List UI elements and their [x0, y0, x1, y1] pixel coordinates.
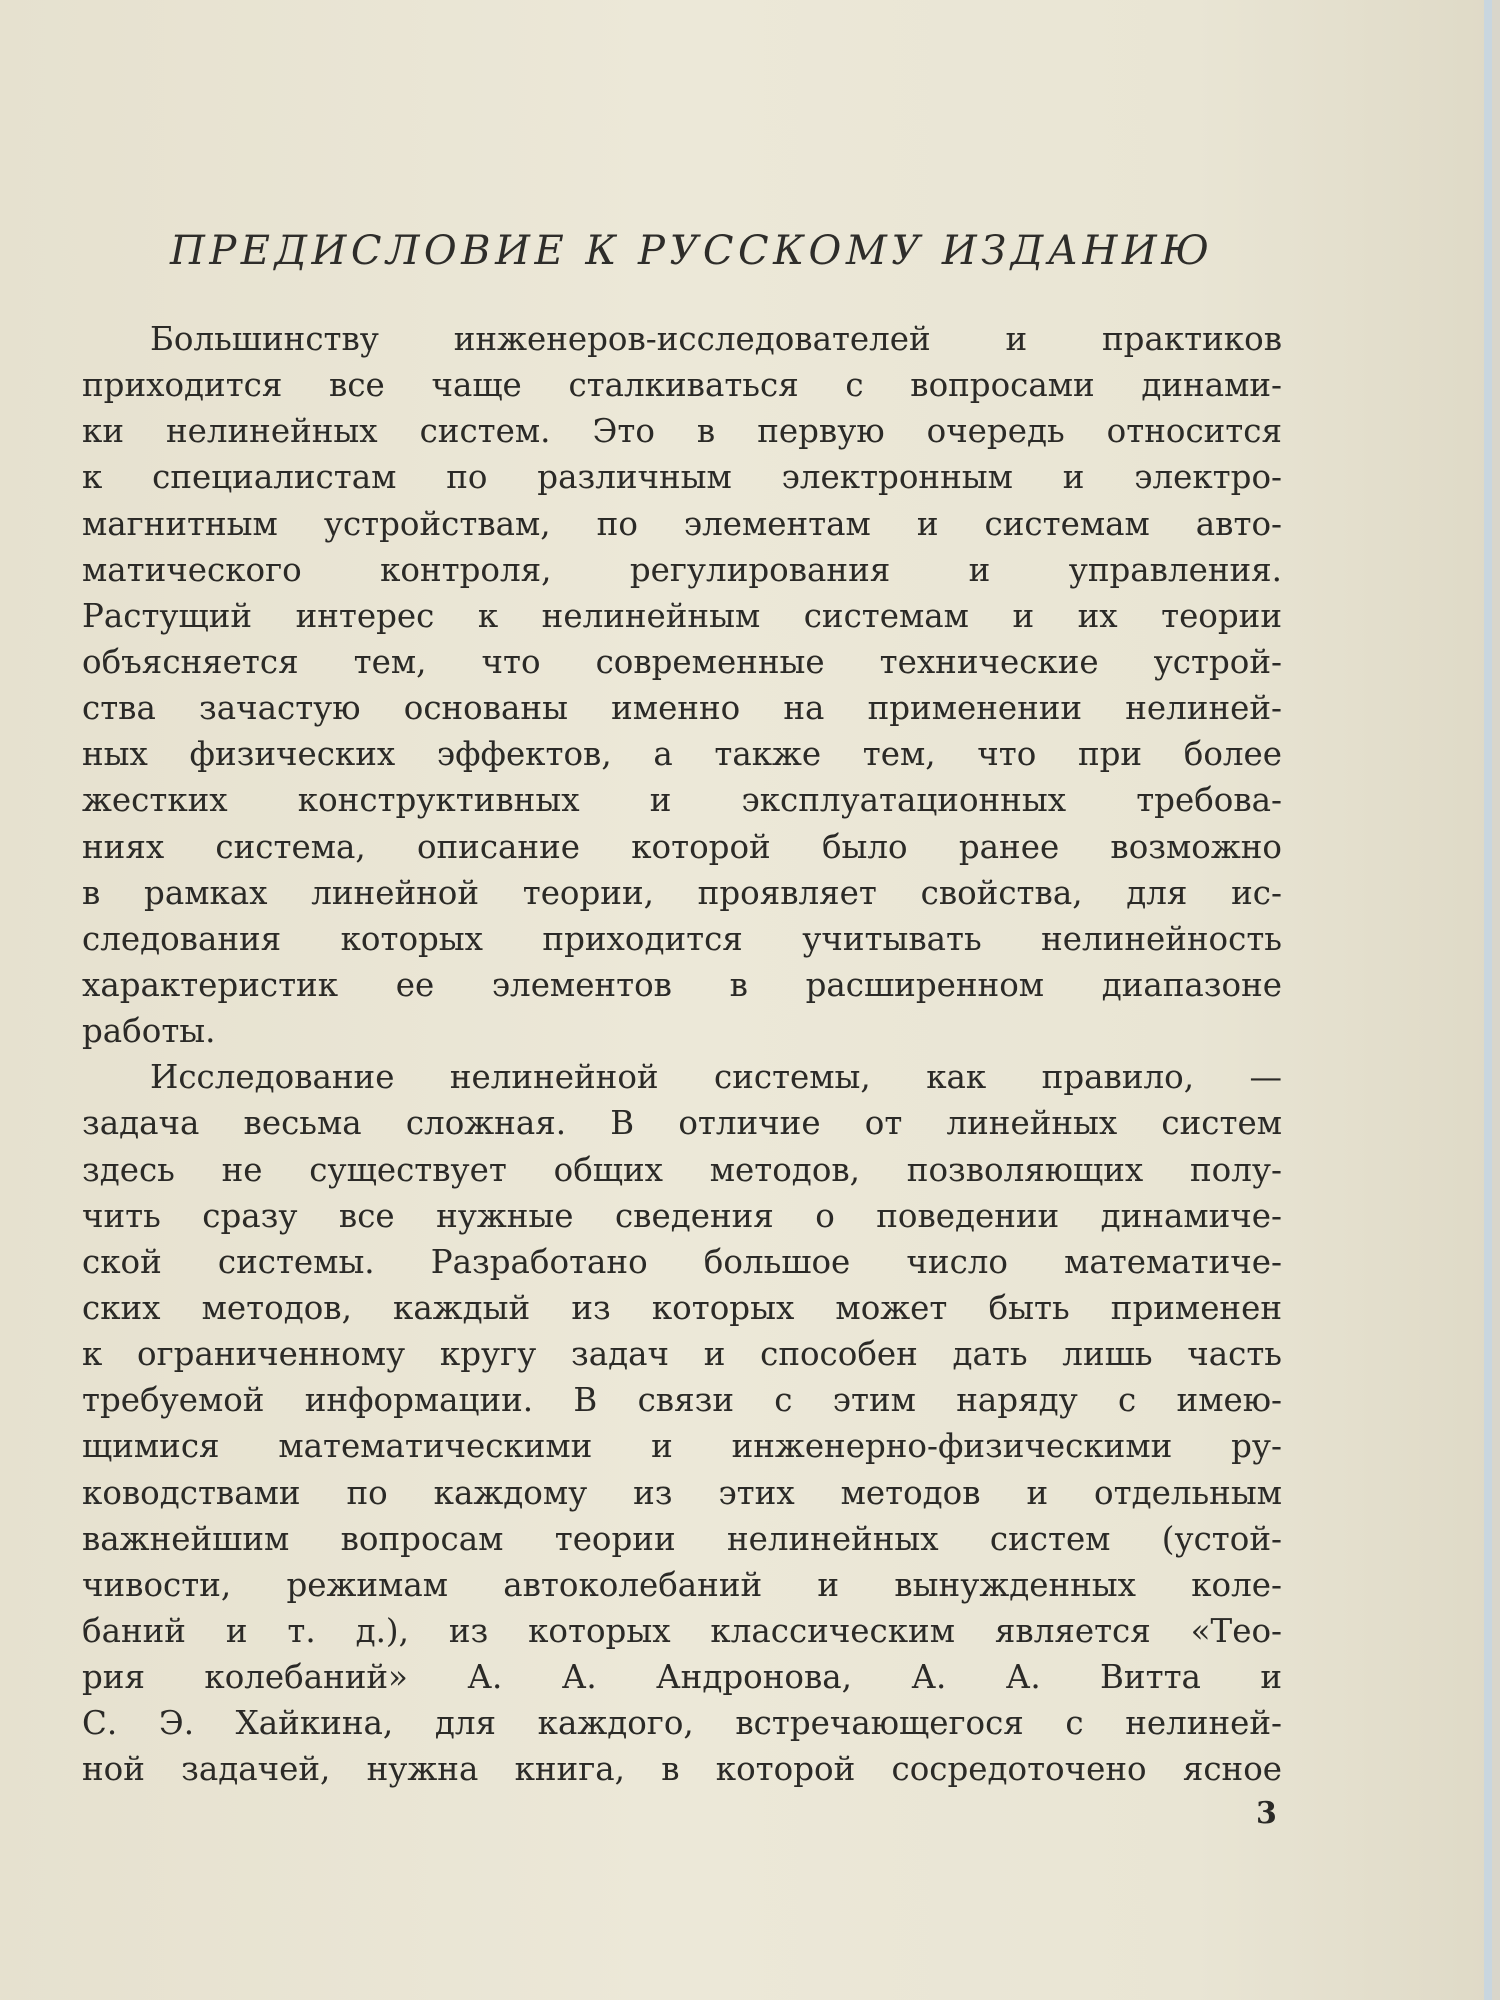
text-line: Исследование нелинейной системы, как правило, —: [150, 1058, 1282, 1097]
text-line: приходится все чаще сталкиваться с вопросами динами-: [82, 366, 1282, 405]
text-line: магнитным устройствам, по элементам и системам авто-: [82, 504, 1282, 543]
text-line: в рамках линейной теории, проявляет свойства, для ис-: [82, 873, 1282, 912]
page-title: ПРЕДИСЛОВИЕ К РУССКОМУ ИЗДАНИЮ: [170, 228, 1214, 274]
text-line: характеристик ее элементов в расширенном диапазоне: [82, 965, 1282, 1004]
body-text: [82, 316, 1282, 1793]
paragraph: [82, 1054, 1282, 1792]
text-line: Растущий интерес к нелинейным системам и их теории: [82, 596, 1282, 635]
text-line: щимися математическими и инженерно-физическими ру-: [82, 1427, 1282, 1466]
text-line: ной задачей, нужна книга, в которой сосредоточено ясное: [82, 1750, 1282, 1789]
text-line: рия колебаний» А. А. Андронова, А. А. Витта и: [82, 1658, 1282, 1697]
paragraph: [82, 316, 1282, 1054]
text-line: объясняется тем, что современные технические устрой-: [82, 642, 1282, 681]
text-line: матического контроля, регулирования и управления.: [82, 550, 1282, 589]
text-line: задача весьма сложная. В отличие от линейных систем: [82, 1104, 1282, 1143]
page-number: 3: [1256, 1796, 1277, 1831]
text-line: ства зачастую основаны именно на применении нелиней-: [82, 689, 1282, 728]
text-line: требуемой информации. В связи с этим наряду с имею-: [82, 1381, 1282, 1420]
text-line: жестких конструктивных и эксплуатационных требова-: [82, 781, 1282, 820]
text-line: важнейшим вопросам теории нелинейных систем (устой-: [82, 1519, 1282, 1558]
text-line: к специалистам по различным электронным и электро-: [82, 458, 1282, 497]
text-line: Большинству инженеров-исследователей и практиков: [150, 320, 1282, 358]
text-line: следования которых приходится учитывать нелинейность: [82, 919, 1282, 958]
text-line: ных физических эффектов, а также тем, что при более: [82, 735, 1282, 774]
text-line: баний и т. д.), из которых классическим является «Тео-: [82, 1611, 1282, 1650]
text-line: к ограниченному кругу задач и способен дать лишь часть: [82, 1335, 1282, 1374]
text-line: ских методов, каждый из которых может быть применен: [82, 1288, 1282, 1327]
text-line: ки нелинейных систем. Это в первую очередь относится: [82, 412, 1282, 451]
page-edge: [1484, 0, 1492, 2000]
text-line: ководствами по каждому из этих методов и отдельным: [82, 1473, 1282, 1512]
text-line: С. Э. Хайкина, для каждого, встречающегося с нелиней-: [82, 1704, 1282, 1743]
text-line: чить сразу все нужные сведения о поведении динамиче-: [82, 1196, 1282, 1235]
text-line: ниях система, описание которой было ранее возможно: [82, 827, 1282, 866]
text-line: чивости, режимам автоколебаний и вынужденных коле-: [82, 1565, 1282, 1604]
text-line: работы.: [82, 1012, 216, 1051]
text-line: здесь не существует общих методов, позволяющих полу-: [82, 1150, 1282, 1189]
text-line: ской системы. Разработано большое число математиче-: [82, 1242, 1282, 1281]
